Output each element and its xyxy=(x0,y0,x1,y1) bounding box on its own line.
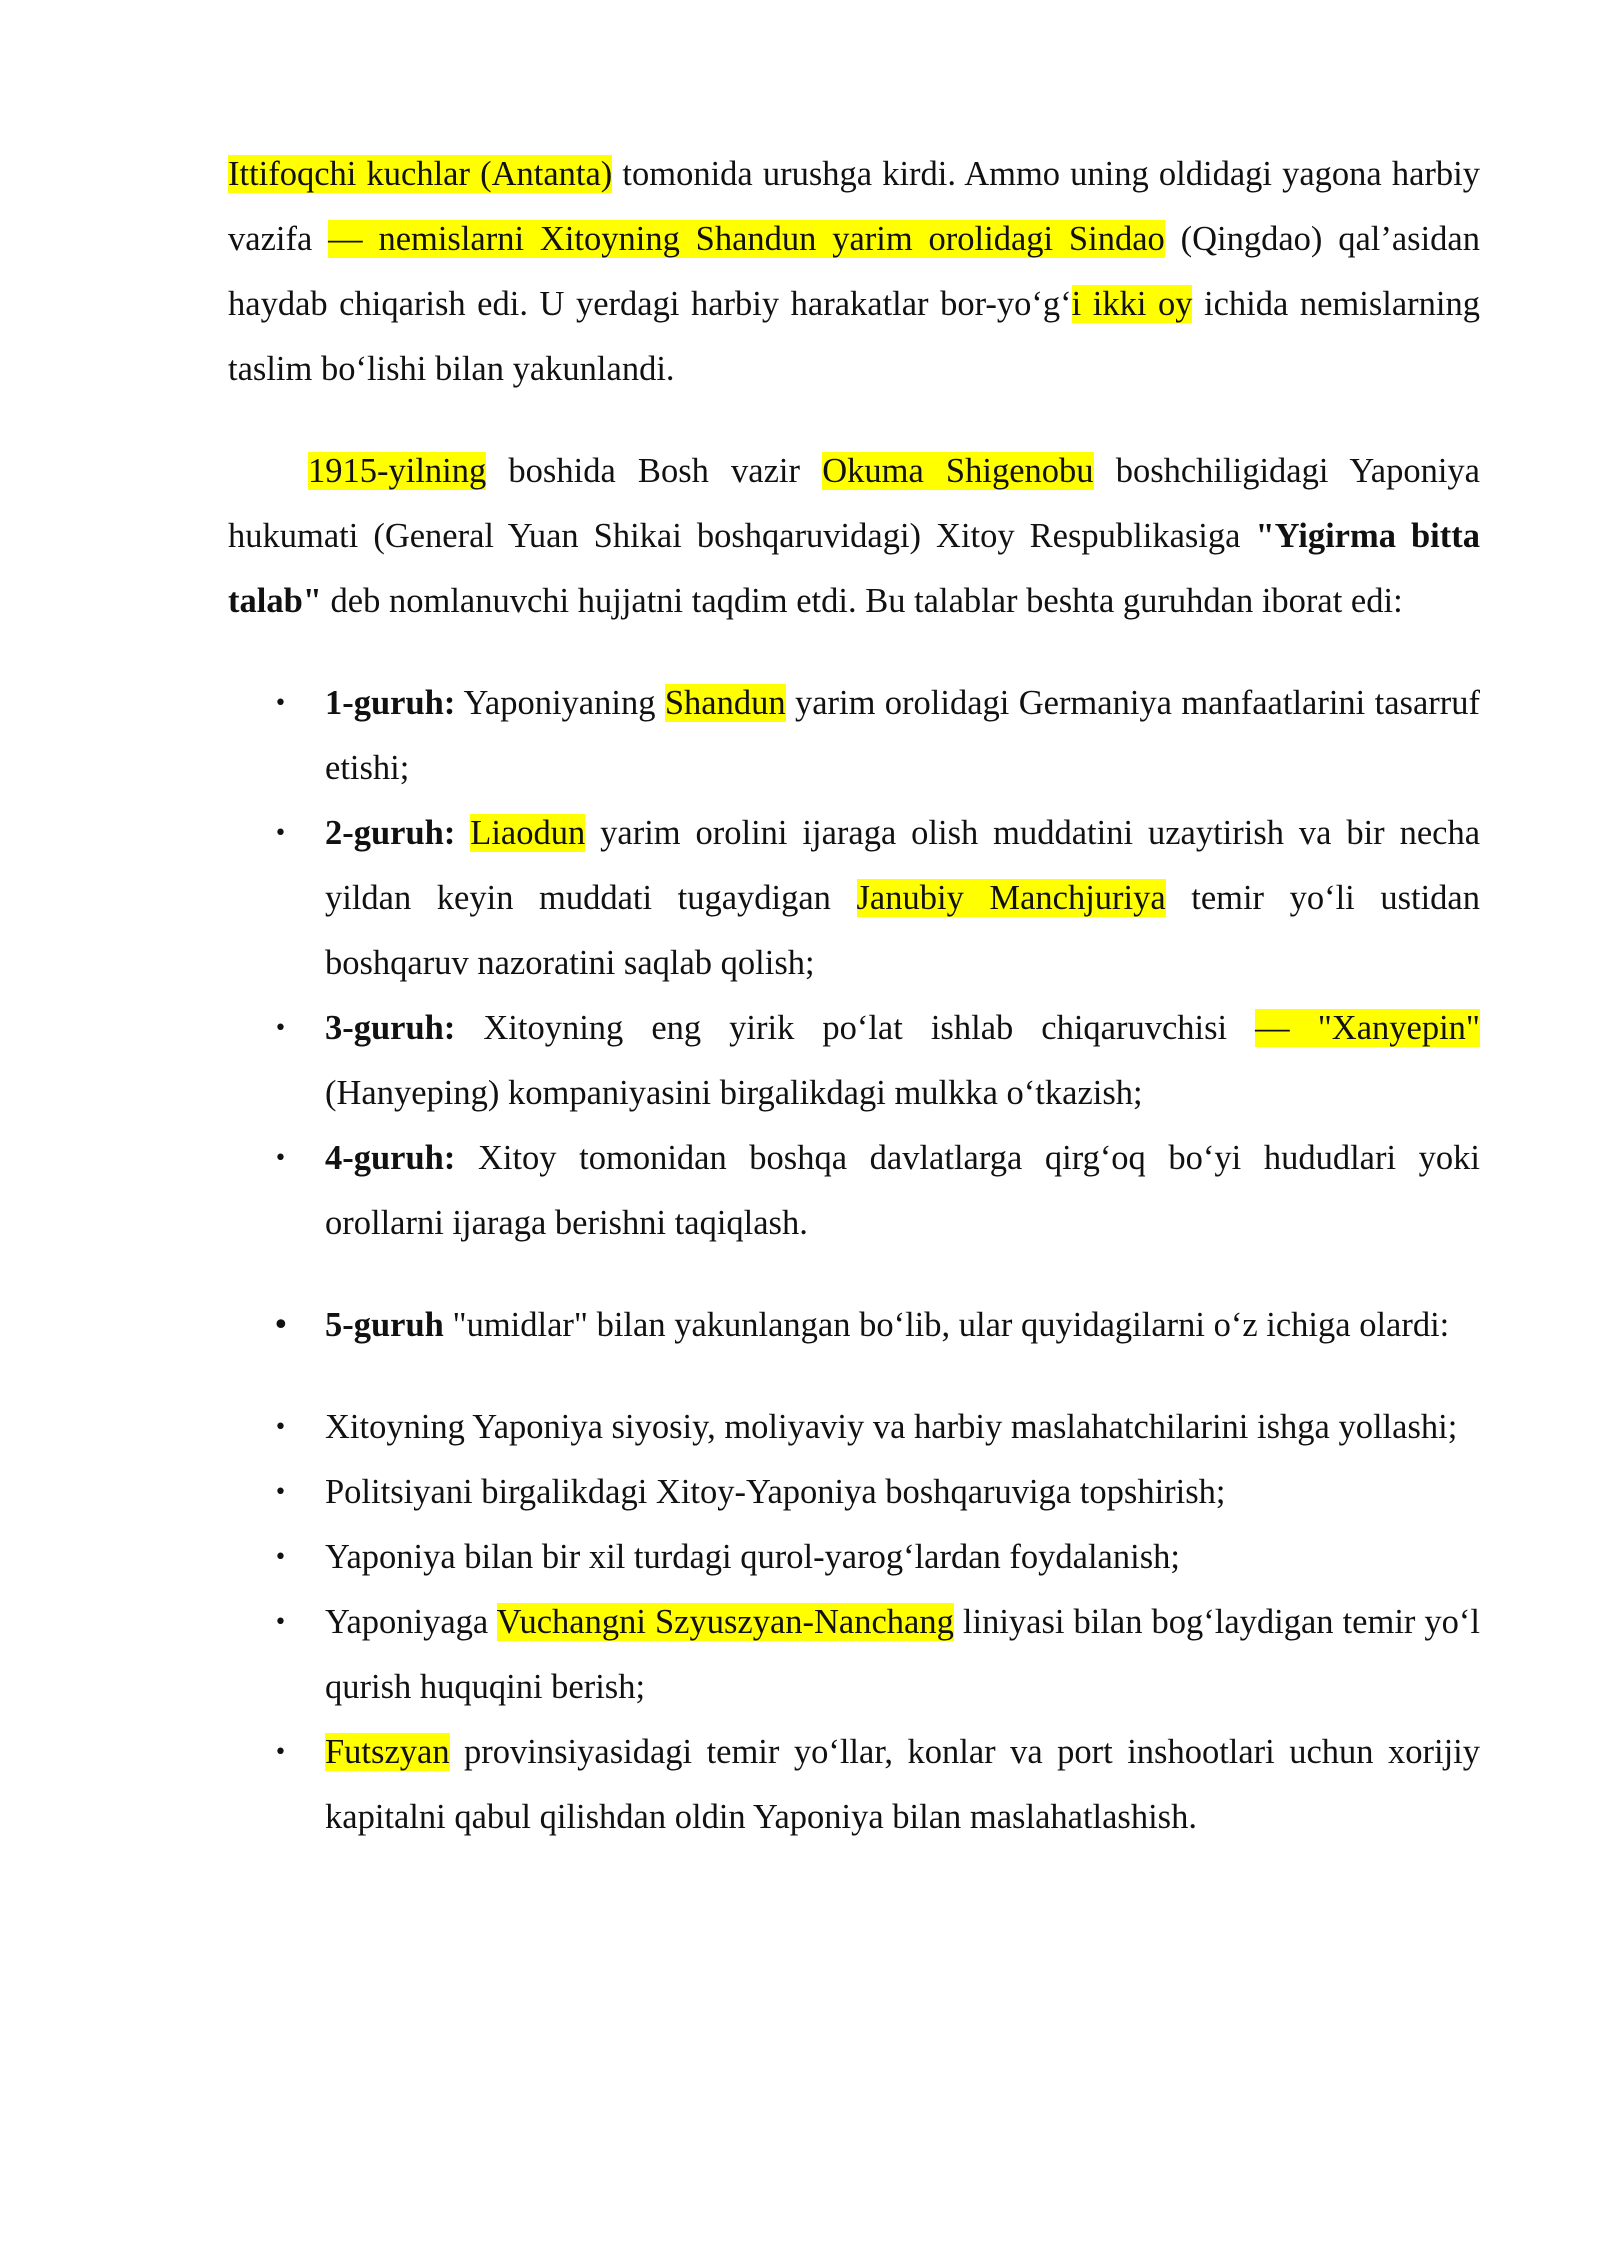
paragraph-antanta xyxy=(228,142,1480,402)
groups-list xyxy=(228,671,1480,1256)
text-run: boshchiligidagi Yaponiya hukumati (General Yuan Shikai boshqaruvidagi) Xitoy Respublikasiga xyxy=(228,452,1480,555)
highlight: Vuchangni Szyuszyan-Nanchang xyxy=(496,1603,954,1641)
list-item-futszyan xyxy=(228,1720,1480,1850)
group-5-list xyxy=(228,1293,1480,1358)
text-run: Yaponiya bilan bir xil turdagi qurol-yarog‘lardan foydalanish; xyxy=(325,1538,1180,1576)
group-label: 4-guruh: xyxy=(325,1139,456,1177)
bold-title: "Yigirma bitta talab" xyxy=(228,517,1480,620)
bullet-icon: • xyxy=(274,1610,287,1635)
text-run: Xitoyning Yaponiya siyosiy, moliyaviy va harbiy maslahatchilarini ishga yollashi; xyxy=(325,1408,1458,1446)
highlight: Futszyan xyxy=(325,1733,450,1771)
text-run xyxy=(455,814,470,852)
text-run: Xitoyning eng yirik po‘lat ishlab chiqaruvchisi xyxy=(455,1009,1256,1047)
highlight: i ikki oy xyxy=(1071,285,1193,323)
bullet-icon: • xyxy=(274,1480,287,1505)
text-run: (Hanyeping) kompaniyasini birgalikdagi mulkka o‘tkazish; xyxy=(325,1074,1143,1112)
highlight: Shandun xyxy=(664,684,786,722)
text-run: "umidlar" bilan yakunlangan bo‘lib, ular quyidagilarni o‘z ichiga olardi: xyxy=(443,1306,1450,1344)
group-label: 1-guruh: xyxy=(325,684,456,722)
text-run: yarim orolidagi Germaniya manfaatlarini tasarruf etishi; xyxy=(325,684,1480,787)
list-item-group-5 xyxy=(228,1293,1480,1358)
text-run: Politsiyani birgalikdagi Xitoy-Yaponiya boshqaruviga topshirish; xyxy=(325,1473,1226,1511)
group-label: 2-guruh: xyxy=(325,814,456,852)
bullet-icon: • xyxy=(274,1415,287,1440)
bullet-icon: • xyxy=(274,1545,287,1570)
group-label: 5-guruh xyxy=(325,1306,444,1344)
highlight: Okuma Shigenobu xyxy=(822,452,1094,490)
text-run: Yaponiyaga xyxy=(325,1603,497,1641)
list-item-group-4 xyxy=(228,1126,1480,1256)
bullet-icon: • xyxy=(274,821,287,846)
text-run: boshida Bosh vazir xyxy=(486,452,823,490)
bullet-icon: • xyxy=(274,1146,287,1171)
list-item-advisers xyxy=(228,1395,1480,1460)
highlight: Janubiy Manchjuriya xyxy=(856,879,1166,917)
highlight: — "Xanyepin" xyxy=(1255,1009,1480,1047)
text-run: deb nomlanuvchi hujjatni taqdim etdi. Bu talablar beshta guruhdan iborat edi: xyxy=(321,582,1403,620)
page-content xyxy=(228,142,1480,1850)
bullet-icon: • xyxy=(272,1308,290,1343)
group-label: 3-guruh: xyxy=(325,1009,456,1047)
list-item-weapons xyxy=(228,1525,1480,1590)
text-run: liniyasi bilan bog‘laydigan temir yo‘l qurish huquqini berish; xyxy=(325,1603,1480,1706)
hopes-list xyxy=(228,1395,1480,1850)
highlight: Liaodun xyxy=(470,814,586,852)
bullet-icon: • xyxy=(274,1740,287,1765)
list-item-railway xyxy=(228,1590,1480,1720)
list-item-police xyxy=(228,1460,1480,1525)
highlight: — nemislarni Xitoyning Shandun yarim orolidagi Sindao xyxy=(328,220,1165,258)
text-run: Yaponiyaning xyxy=(455,684,665,722)
highlight: 1915-yilning xyxy=(308,452,487,490)
list-item-group-3 xyxy=(228,996,1480,1126)
text-run: ichida nemislarning taslim bo‘lishi bilan yakunlandi. xyxy=(228,285,1480,388)
text-run: (Qingdao) qal’asidan haydab chiqarish edi. U yerdagi harbiy harakatlar bor-yo‘g‘ xyxy=(228,220,1480,323)
bullet-icon: • xyxy=(274,691,287,716)
highlight: Ittifoqchi kuchlar (Antanta) xyxy=(228,155,613,193)
text-run: provinsiyasidagi temir yo‘llar, konlar va port inshootlari uchun xorijiy kapitalni qabul qilishdan oldin Yaponiya bilan maslahatlashish. xyxy=(325,1733,1480,1836)
list-item-group-2 xyxy=(228,801,1480,996)
text-run: yarim orolini ijaraga olish muddatini uzaytirish va bir necha yildan keyin muddati tugaydigan xyxy=(325,814,1481,917)
list-item-group-1 xyxy=(228,671,1480,801)
text-run: Xitoy tomonidan boshqa davlatlarga qirg‘oq bo‘yi hududlari yoki orollarni ijaraga berishni taqiqlash. xyxy=(325,1139,1480,1242)
paragraph-twenty-one-demands xyxy=(228,439,1480,634)
text-run: tomonida urushga kirdi. Ammo uning oldidagi yagona harbiy vazifa xyxy=(228,155,1480,258)
bullet-icon: • xyxy=(274,1016,287,1041)
text-run: temir yo‘li ustidan boshqaruv nazoratini saqlab qolish; xyxy=(325,879,1480,982)
